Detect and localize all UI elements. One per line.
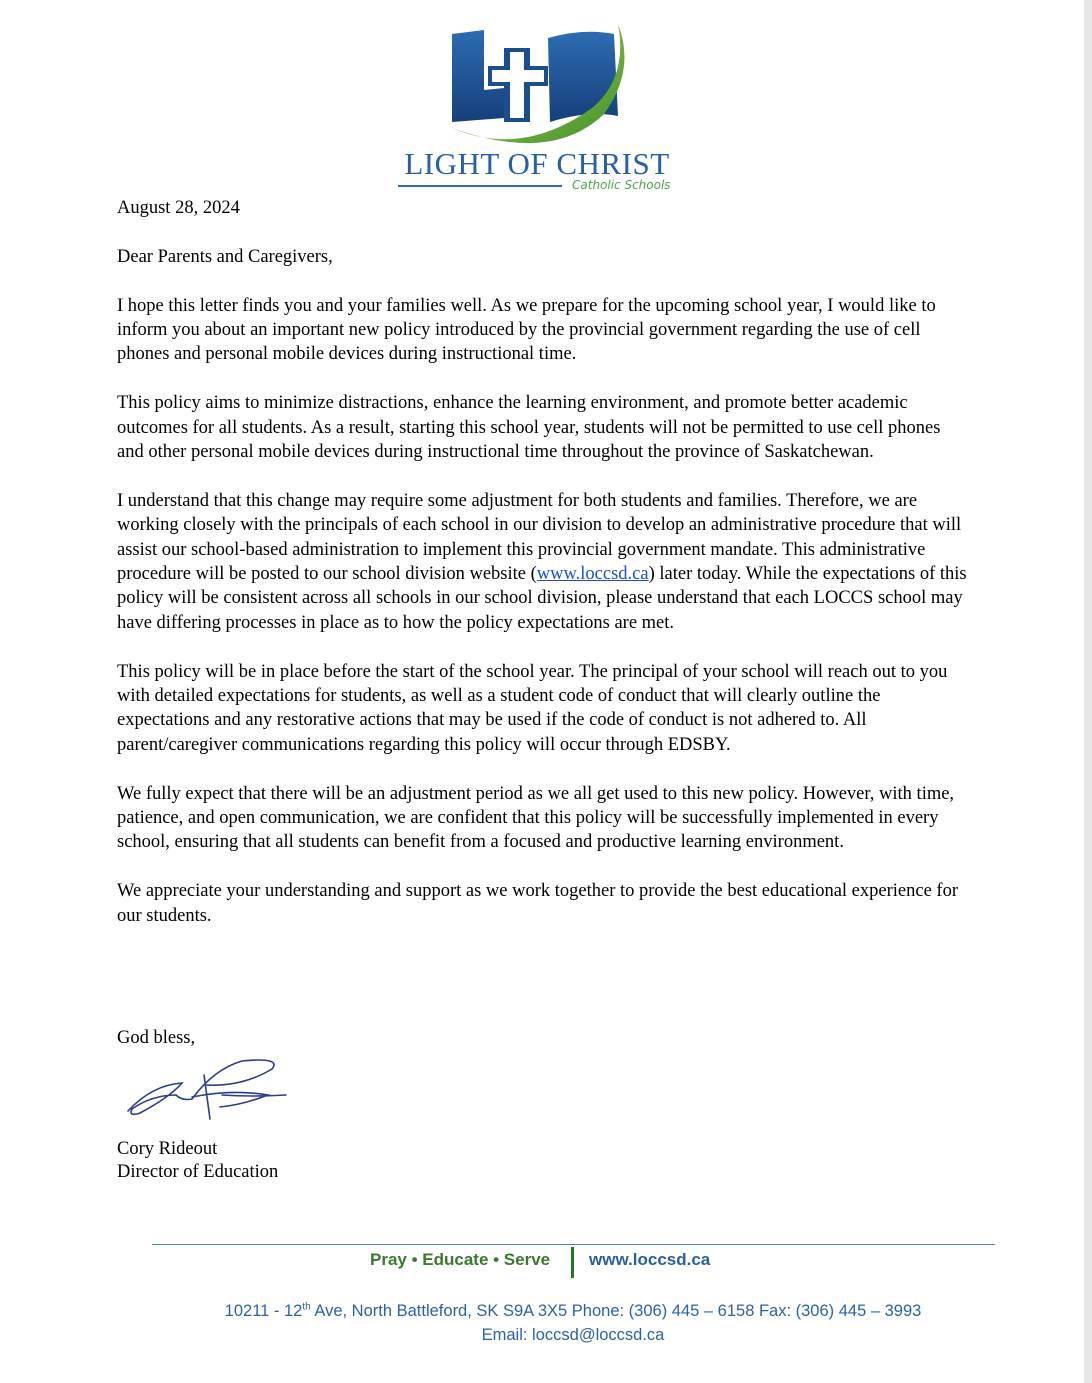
footer-address xyxy=(0,1302,1092,1321)
paragraph-2: This policy aims to minimize distractions, enhance the learning environment, and promote better academic outcomes for all students. As a result, starting this school year, students will not be permitted to use cell phones and other personal mobile devices during instructional time throughout the province of Saskatchewan. xyxy=(117,393,941,463)
paragraph-3-start: I understand that this change may require some adjustment for both students and families. Therefore, we are working closely with the principals of each school in our division to develop an administrative procedure that will assist our school-based administration to implement this provincial government mandate. This administrative procedure will be posted to our school division website ( xyxy=(117,490,962,585)
footer-website[interactable]: www.loccsd.ca xyxy=(589,1250,711,1269)
address-contact: Ave, North Battleford, SK S9A 3X5 Phone: (306) 445 – 6158 Fax: (306) 445 – 3993 xyxy=(310,1302,922,1320)
paragraph-5: We fully expect that there will be an adjustment period as we all get used to this new policy. However, with time, patience, and open communication, we are confident that this policy will be successfully implemented in every school, ensuring that all students can benefit from a focused and productive learning environment. xyxy=(117,783,955,853)
paragraph-3-end: ) later today. While the expectations of this policy will be consistent across all schools in our school division, please understand that each LOCCS school may have differing processes in place as to how the policy expectations are met. xyxy=(117,564,967,633)
signature-icon xyxy=(122,1055,292,1123)
footer-motto: Pray • Educate • Serve xyxy=(370,1250,551,1269)
book-cross-icon xyxy=(392,18,688,148)
footer-email[interactable]: Email: loccsd@loccsd.ca xyxy=(481,1326,665,1344)
logo-divider xyxy=(398,185,562,187)
footer-separator xyxy=(571,1247,574,1278)
letter-body xyxy=(117,196,967,952)
signer-name: Cory Rideout xyxy=(117,1139,218,1159)
school-subtitle: Catholic Schools xyxy=(572,178,671,192)
page-edge xyxy=(1084,0,1092,1383)
letter-date: August 28, 2024 xyxy=(117,198,240,218)
letter-closing: God bless, xyxy=(117,1028,196,1048)
signer-title: Director of Education xyxy=(117,1162,279,1182)
signature xyxy=(122,1055,292,1128)
paragraph-6: We appreciate your understanding and support as we work together to provide the best educational experience for our students. xyxy=(117,881,958,926)
school-name: LIGHT OF CHRIST xyxy=(404,146,670,181)
paragraph-3 xyxy=(117,489,967,635)
address-ordinal: th xyxy=(302,1301,311,1313)
paragraph-1: I hope this letter finds you and your families well. As we prepare for the upcoming school year, I would like to inform you about an important new policy introduced by the provincial government regarding the use of cell phones and personal mobile devices during instructional time. xyxy=(117,295,936,365)
signer-block xyxy=(117,1138,278,1184)
website-link[interactable]: www.loccsd.ca xyxy=(536,564,649,585)
school-logo xyxy=(392,18,688,198)
paragraph-4: This policy will be in place before the start of the school year. The principal of your school will reach out to you with detailed expectations for students, as well as a student code of conduct that will clearly outline the expectations and any restorative actions that may be used if the code of conduct is not adhered to. All parent/caregiver communications regarding this policy will occur through EDSBY. xyxy=(117,661,948,755)
letter-salutation: Dear Parents and Caregivers, xyxy=(117,246,333,267)
address-street-number: 10211 - 12 xyxy=(224,1302,303,1320)
footer-divider xyxy=(152,1244,995,1245)
